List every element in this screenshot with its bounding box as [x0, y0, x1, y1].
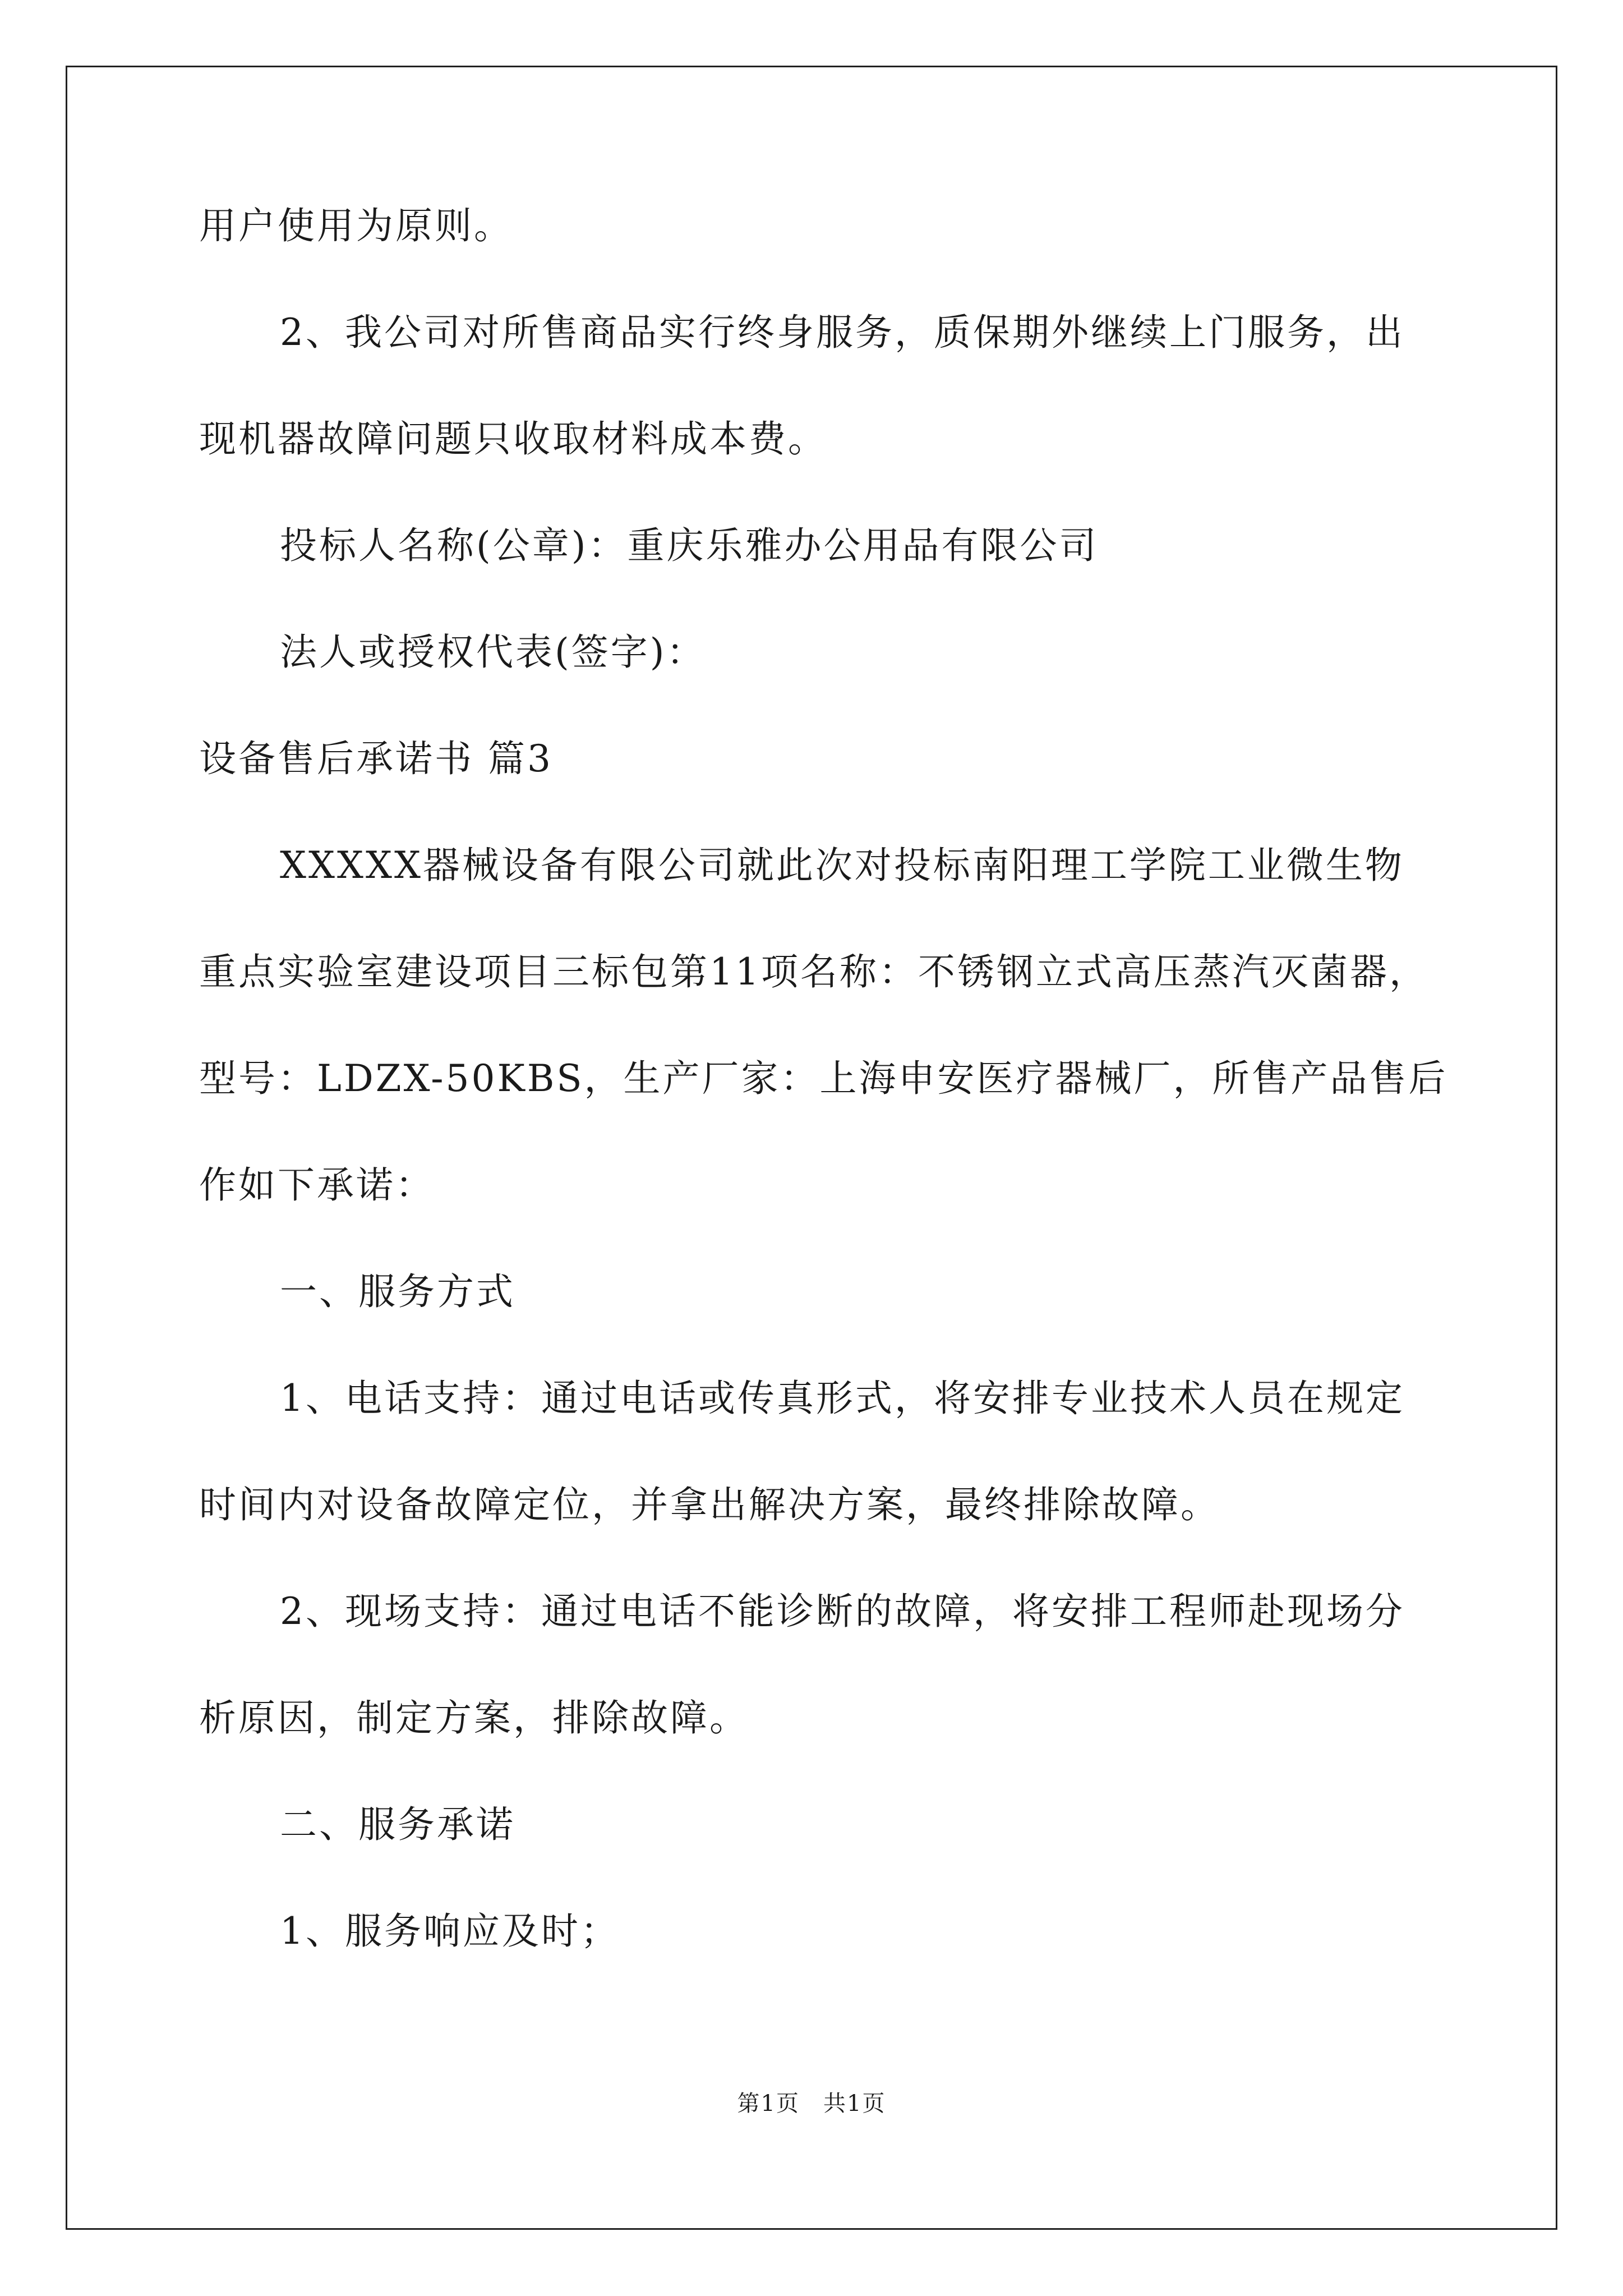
section-title: 设备售后承诺书 篇3: [199, 737, 553, 780]
text-line: 时间内对设备故障定位，并拿出解决方案，最终排除故障。: [199, 1483, 1220, 1526]
paragraph-line: XXXXX器械设备有限公司就此次对投标南阳理工学院工业微生物: [280, 844, 1404, 887]
text-line: 析原因，制定方案，排除故障。: [199, 1696, 749, 1740]
bidder-name-line: 投标人名称(公章)：重庆乐雅办公用品有限公司: [280, 524, 1099, 567]
subheading: 二、服务承诺: [280, 1803, 515, 1846]
paragraph-line: 1、服务响应及时；: [280, 1910, 620, 1953]
text-line: 型号：LDZX-50KBS，生产厂家：上海申安医疗器械厂，所售产品售后: [199, 1057, 1448, 1100]
page-footer: 第1页 共1页: [737, 2091, 886, 2116]
text-line: 现机器故障问题只收取材料成本费。: [199, 417, 827, 461]
signature-line: 法人或授权代表(签字)：: [280, 631, 706, 674]
paragraph-line: 1、电话支持：通过电话或传真形式，将安排专业技术人员在规定: [280, 1377, 1405, 1420]
paragraph-line: 2、我公司对所售商品实行终身服务，质保期外继续上门服务，出: [280, 311, 1405, 354]
paragraph-line: 2、现场支持：通过电话不能诊断的故障，将安排工程师赴现场分: [280, 1590, 1405, 1633]
text-line: 重点实验室建设项目三标包第11项名称：不锈钢立式高压蒸汽灭菌器，: [199, 950, 1428, 993]
subheading: 一、服务方式: [280, 1270, 515, 1313]
text-line: 用户使用为原则。: [199, 204, 513, 247]
text-line: 作如下承诺：: [199, 1163, 435, 1207]
